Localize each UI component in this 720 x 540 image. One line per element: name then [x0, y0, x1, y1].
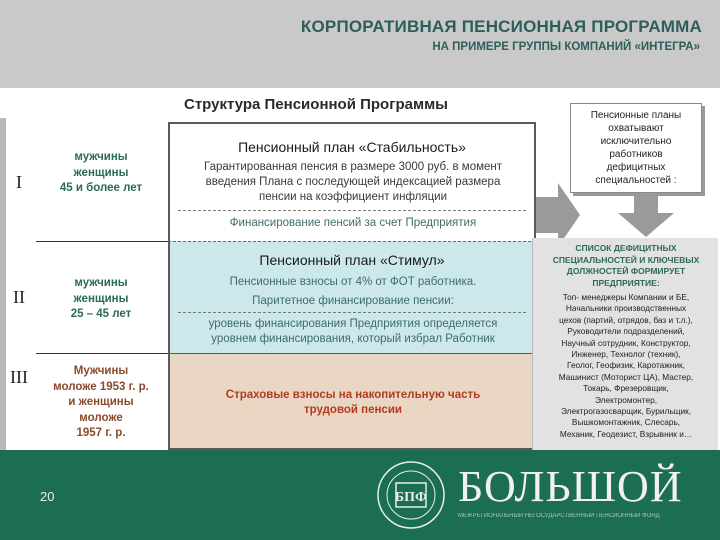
heading-line: ДОЛЖНОСТЕЙ ФОРМИРУЕТ: [566, 266, 686, 276]
left-strip: [0, 118, 6, 450]
footer-bar: [0, 450, 720, 540]
plan-stability-text: [174, 160, 532, 205]
note-line: дефицитных: [606, 162, 666, 173]
list-item: Инженер, Технолог (техник),: [571, 349, 681, 360]
plan-stimul-text: [174, 275, 532, 309]
list-item: Токарь, Фрезеровщик,: [583, 383, 669, 394]
row-separator: [36, 241, 168, 242]
row-label-line: женщины: [73, 292, 129, 305]
heading-line: СПИСОК ДЕФИЦИТНЫХ: [575, 243, 677, 253]
list-item: Машинист (Моторист ЦА), Мастер,: [558, 371, 694, 382]
row-separator: [36, 353, 168, 354]
row-numeral-3: III: [10, 367, 28, 387]
plan-text-line: уровнем финансирования, который избрал Работник: [211, 333, 495, 345]
logo-letters: БПФ: [394, 490, 428, 505]
row-label-line: Мужчины: [73, 365, 129, 377]
plan-text-line: пенсии на коэффициент инфляции: [258, 191, 448, 203]
row-label-line: моложе 1953 г. р.: [53, 380, 149, 393]
plan-text-line: Гарантированная пенсия в размере 3000 руб. в момент: [203, 161, 503, 173]
deficit-list: [535, 292, 717, 440]
plan-stimul-funding: [174, 317, 532, 347]
list-item: Электромонтер,: [594, 394, 658, 405]
plan-stability-funding: Финансирование пенсий за счет Предприятия: [229, 217, 477, 229]
plan-stimul-box: [168, 241, 536, 353]
brand-name: БОЛЬШОЙ: [458, 462, 683, 511]
row-label-line: моложе: [79, 411, 123, 424]
row-label-line: 25 – 45 лет: [70, 308, 132, 320]
plan-text-line: введения Плана с последующей индексацией размера: [205, 176, 501, 188]
row-label-3: [36, 364, 166, 442]
coverage-note-box: [570, 103, 702, 193]
list-item: Механик, Геодезист, Взрывник и…: [559, 428, 693, 439]
insurance-text: [174, 388, 532, 418]
note-line: Пенсионные планы: [590, 110, 682, 121]
heading-line: ПРЕДПРИЯТИЕ:: [592, 277, 660, 288]
plan-stability-title: Пенсионный план «Стабильность»: [238, 139, 466, 155]
list-item: Научный сотрудник, Конструктор,: [561, 337, 691, 348]
page-number: 20: [40, 489, 55, 504]
plan-stability-box: [168, 122, 536, 241]
note-line: работников: [609, 149, 663, 160]
dashed-divider: [178, 210, 526, 211]
coverage-note-text: [573, 109, 699, 187]
plan-text-line: Страховые взносы на накопительную часть: [225, 389, 481, 401]
row-numeral-1: I: [16, 172, 22, 192]
dashed-divider: [178, 312, 526, 313]
row-label-line: женщины: [73, 166, 129, 179]
row-label-line: мужчины: [74, 277, 128, 289]
row-label-line: 1957 г. р.: [76, 427, 126, 439]
structure-title: Структура Пенсионной Программы: [184, 96, 448, 113]
header-banner: [0, 0, 720, 88]
list-item: Геолог, Геофизик, Каротажник,: [567, 360, 685, 371]
list-item: Начальники производственных: [565, 303, 687, 314]
row-label-2: [36, 276, 166, 323]
heading-line: СПЕЦИАЛЬНОСТЕЙ И КЛЮЧЕВЫХ: [552, 254, 700, 265]
brand-subtitle: МЕЖРЕГИОНАЛЬНЫЙ НЕГОСУДАРСТВЕННЫЙ ПЕНСИОННЫЙ ФОНД: [458, 513, 660, 519]
deficit-list-box: [532, 238, 718, 450]
fund-logo-icon: [376, 456, 446, 534]
plan-stimul-title: Пенсионный план «Стимул»: [259, 252, 445, 268]
note-line: исключительно: [600, 136, 672, 147]
note-line: специальностей :: [595, 175, 677, 186]
note-line: охватывают: [608, 123, 664, 134]
row-label-1: [36, 150, 166, 197]
plan-text-line: Паритетное финансирование пенсии:: [252, 295, 454, 307]
row-label-line: мужчины: [74, 151, 128, 163]
page-subtitle: НА ПРИМЕРЕ ГРУППЫ КОМПАНИЙ «ИНТЕГРА»: [432, 41, 700, 53]
row-numeral-2: II: [13, 287, 25, 307]
list-item: Топ- менеджеры Компании и БЕ,: [562, 292, 690, 302]
row-label-line: и женщины: [68, 396, 134, 408]
insurance-box: [168, 353, 536, 450]
plan-text-line: уровень финансирования Предприятия определяется: [208, 318, 498, 330]
list-item: Руководители подразделений,: [567, 326, 685, 337]
down-arrow-icon: [618, 193, 674, 237]
list-item: Электрогазосварщик, Бурильщик,: [560, 406, 692, 417]
plan-text-line: трудовой пенсии: [304, 404, 402, 416]
list-item: Вышкомонтажник, Слесарь,: [571, 417, 681, 428]
list-item: цехов (партий, отрядов, баз и т.л.),: [559, 314, 693, 325]
plan-text-line: Пенсионные взносы от 4% от ФОТ работника.: [229, 276, 477, 288]
deficit-list-heading: [535, 243, 717, 289]
row-label-line: 45 и более лет: [59, 182, 143, 194]
page-title: КОРПОРАТИВНАЯ ПЕНСИОННАЯ ПРОГРАММА: [300, 17, 702, 36]
